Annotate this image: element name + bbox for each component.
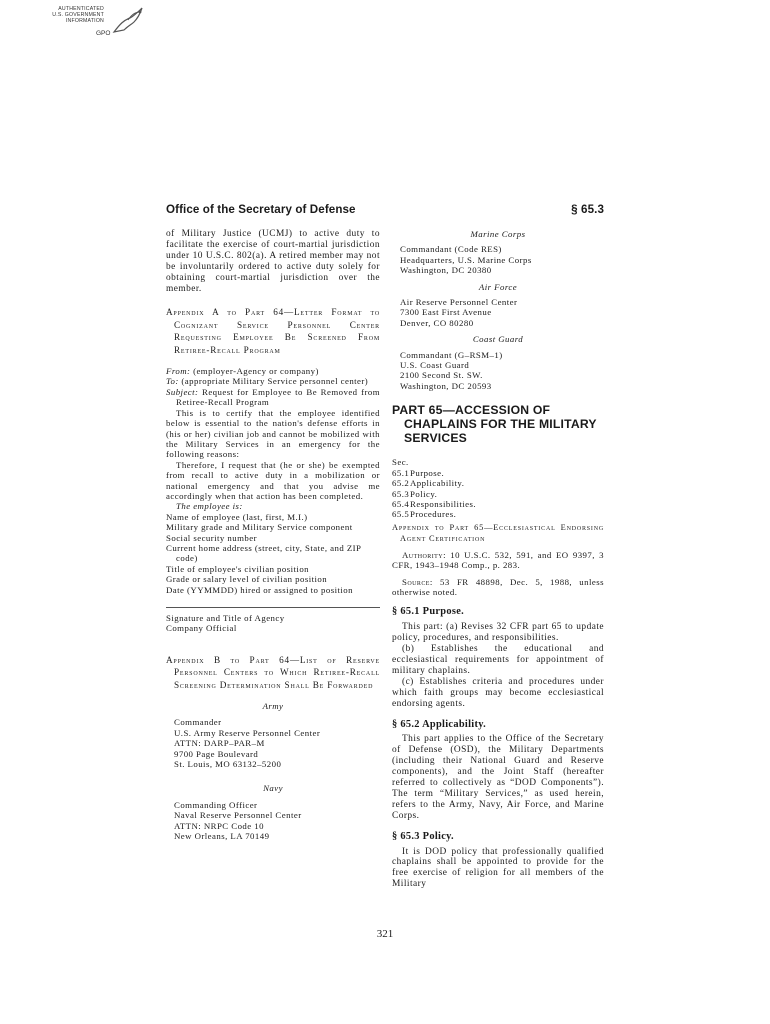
address-line: Washington, DC 20380 [400,265,492,276]
navy-heading: Navy [263,783,283,794]
source-note [392,577,604,598]
employee-field: Name of employee (last, first, M.I.) [166,511,308,522]
authority-text: 10 U.S.C. 532, 591, and EO 9397, 3 CFR, 1943–1948 Comp., p. 283. [392,549,604,571]
to-label: To: [166,376,179,387]
letter-format [166,366,380,634]
seal-gpo: GPO [96,30,111,37]
subject-text: Request for Employee to Be Removed from Retiree-Recall Program [176,386,380,408]
sec-label: Sec. [392,457,409,468]
navy-address-block [166,783,380,841]
address-line: Commandant (Code RES) [400,244,502,255]
continuation-paragraph: of Military Justice (UCMJ) to active duty to facilitate the exercise of court-martial jurisdiction under 10 U.S.C. 802(a). A retired member may not be involuntarily ordered to active duty solely for obtaining court-martial jurisdiction over the member. [166,229,380,294]
seal-line-1: AUTHENTICATED [58,6,104,12]
toc-number: 65.2 [392,478,410,489]
toc-item [392,478,604,488]
authority-note [392,550,604,571]
right-column [392,229,604,890]
gpo-authentication-seal [24,6,144,44]
marine-corps-heading: Marine Corps [470,229,526,239]
address-line: 7300 East First Avenue [400,307,492,318]
toc-title: Policy. [410,488,438,499]
address-line: U.S. Army Reserve Personnel Center [174,727,321,738]
coast-guard-heading: Coast Guard [472,334,524,345]
appendix-b-title: Appendix B to Part 64—List of Reserve Personnel Centers to Which Retiree-Recall Screening Determination Shall Be Forwarded [166,654,380,690]
employee-field: Military grade and Military Service component [166,522,353,533]
employee-field: Date (YYMMDD) hired or assigned to position [166,584,353,595]
address-line: New Orleans, LA 70149 [174,831,270,842]
address-line: Washington, DC 20593 [400,380,492,391]
address-line: Commandant (G–RSM–1) [400,349,503,360]
address-line: Air Reserve Personnel Center [400,297,518,308]
signature-line: Signature and Title of Agency [166,613,285,623]
left-column [166,229,380,842]
authority-label: Authority: [402,549,446,560]
to-text: (appropriate Military Service personnel center) [181,376,369,387]
employee-fields-list [166,512,380,595]
running-head-section: § 65.3 [571,203,604,216]
employee-field: Title of employee's civilian position [166,563,310,574]
section-65-3-text: It is DOD policy that professionally qualified chaplains shall be appointed to provide for the free exercise of religion for all members of the Military [392,846,604,890]
army-address-block [166,701,380,769]
employee-field: Social security number [166,532,258,543]
part-65-title: PART 65—ACCESSION OF CHAPLAINS FOR THE MILITARY SERVICES [392,403,597,446]
section-65-1-heading: § 65.1 Purpose. [392,606,465,618]
source-label: Source: [402,576,433,587]
address-line: ATTN: DARP–PAR–M [174,738,265,749]
coast-guard-address-block [392,334,604,391]
section-65-1-para-c: (c) Establishes criteria and procedures under which faith groups may become ecclesiastical endorsing agents. [392,676,604,709]
toc-item [392,468,604,478]
table-of-contents [392,457,604,543]
address-line: 2100 Second St. SW. [400,370,483,381]
address-line: 9700 Page Boulevard [174,748,259,759]
page-number: 321 [376,928,394,940]
from-text: (employer-Agency or company) [193,366,319,377]
seal-line-3: INFORMATION [65,18,104,24]
letter-paragraph-2: Therefore, I request that (he or she) be exempted from recall to active duty in a mobilization or national emergency and that you advise me accordingly when that action has been completed. [166,459,380,501]
toc-title: Applicability. [410,478,465,489]
address-line: U.S. Coast Guard [400,360,470,371]
from-label: From: [166,366,191,377]
eagle-logo-icon [110,6,146,36]
toc-item [392,499,604,509]
section-65-3-heading: § 65.3 Policy. [392,830,454,842]
address-line: St. Louis, MO 63132–5200 [174,759,282,770]
address-line: Commander [174,717,222,728]
toc-number: 65.4 [392,498,410,509]
toc-title: Responsibilities. [410,498,477,509]
toc-number: 65.1 [392,467,410,478]
appendix-a-title: Appendix A to Part 64—Letter Format to Cognizant Service Personnel Center Requesting Employee Be Screened From Retiree-Recall Program [166,307,380,355]
address-line: Headquarters, U.S. Marine Corps [400,254,532,265]
address-line: Commanding Officer [174,799,258,810]
toc-item [392,489,604,499]
air-force-address-block [392,282,604,329]
subject-label: Subject: [166,386,199,397]
toc-title: Purpose. [410,467,445,478]
address-line: ATTN: NRPC Code 10 [174,820,264,831]
section-65-2-heading: § 65.2 Applicability. [392,718,487,730]
army-heading: Army [262,701,284,712]
toc-number: 65.3 [392,488,410,499]
employee-field: Grade or salary level of civilian position [166,574,328,585]
section-65-1-para-b: (b) Establishes the educational and ecclesiastical requirements for appointment of military chaplains. [392,644,604,676]
toc-appendix: Appendix to Part 65—Ecclesiastical Endorsing Agent Certification [392,522,604,543]
seal-line-2: U.S. GOVERNMENT [52,12,104,18]
signature-rule [166,607,380,608]
address-line: Denver, CO 80280 [400,317,474,328]
source-text: 53 FR 48898, Dec. 5, 1988, unless otherwise noted. [392,576,604,597]
employee-field: Current home address (street, city, State, and ZIP code) [166,542,362,564]
employee-label: The employee is: [176,501,243,512]
section-65-1-para-a: This part: (a) Revises 32 CFR part 65 to update policy, procedures, and responsibilities. [392,622,604,644]
section-65-2-text: This part applies to the Office of the Secretary of Defense (OSD), the Military Departments (including their National Guard and Reserve components), and the Joint Staff (hereafter referred to collectively as “DOD Components”). The term “Military Services,” as used herein, refers to the Army, Navy, Air Force, and Marine Corps. [392,734,604,821]
toc-number: 65.5 [392,509,410,520]
air-force-heading: Air Force [478,281,518,292]
toc-item [392,509,604,519]
toc-title: Procedures. [410,509,457,520]
company-official-line: Company Official [166,623,237,634]
letter-paragraph-1: This is to certify that the employee identified below is essential to the nation's defense efforts in (his or her) civilian job and cannot be mobilized with the Military Services in an emergency for the following reasons: [166,407,380,460]
address-line: Naval Reserve Personnel Center [174,810,302,821]
running-head-agency: Office of the Secretary of Defense [166,203,356,216]
marine-corps-address-block [392,229,604,276]
seal-text [24,6,104,24]
